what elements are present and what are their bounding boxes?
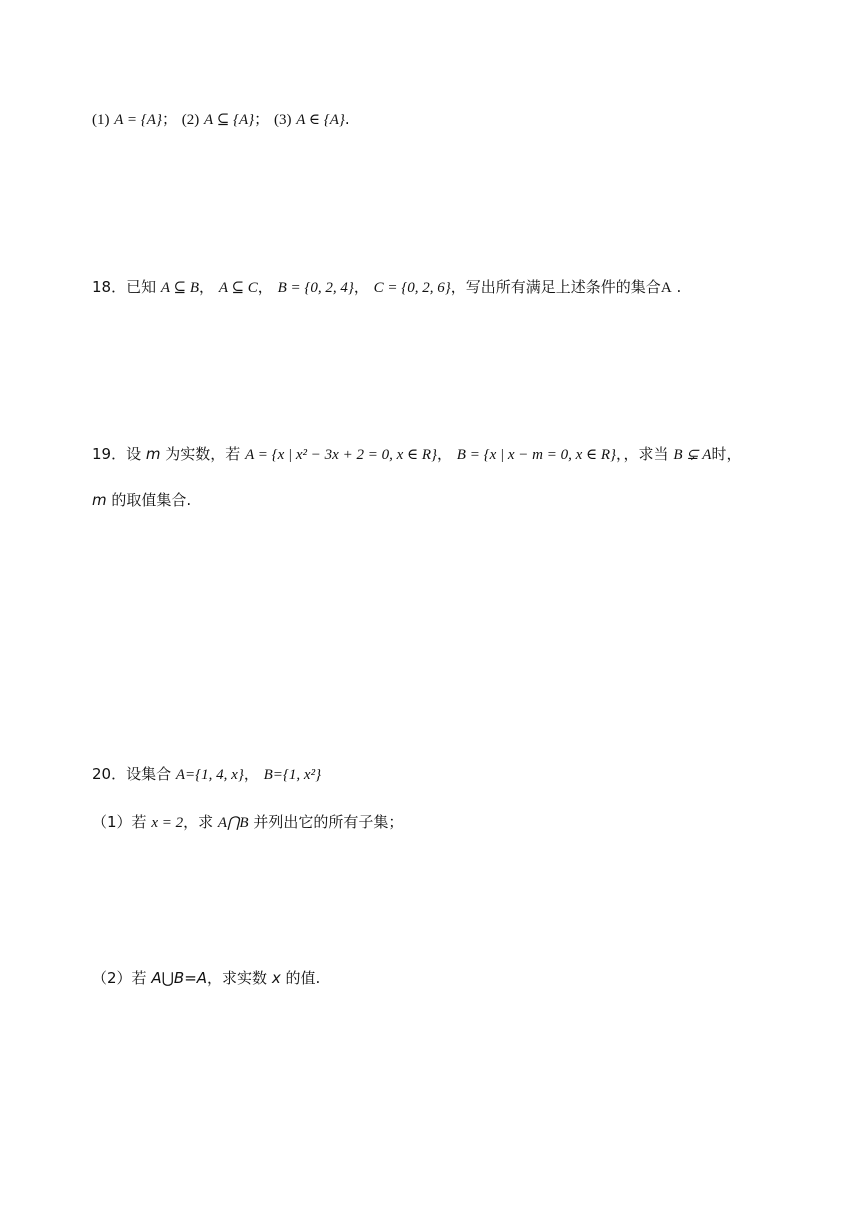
part-text: 并列出它的所有子集； (253, 813, 404, 831)
question-text: 设集合 (126, 765, 172, 783)
question-text: 设 (126, 445, 142, 463)
union-expression: A⋃B=A (151, 969, 208, 987)
part-label: （1） (92, 813, 132, 831)
part-text: 若 (131, 969, 147, 987)
question-20-part-1 (92, 811, 403, 834)
set-b-definition: B = {0, 2, 4} (277, 280, 354, 296)
question-text: ，写出所有满足上述条件的集合 (450, 278, 661, 296)
comma: ， (257, 278, 273, 296)
question-number: 20． (92, 765, 127, 783)
intersection-expression: A⋂B (217, 815, 249, 831)
intro-item-3-expression: A ∈ {A} (296, 112, 345, 128)
condition-x-equals-2: x = 2 (151, 815, 184, 831)
intro-end: . (344, 110, 350, 128)
variable-m: m (145, 445, 161, 463)
set-a-definition: A = {x | x² − 3x + 2 = 0, x ∈ R} (245, 447, 437, 463)
part-text: 的值. (285, 969, 321, 987)
variable-x: x (271, 969, 281, 987)
intro-item-2-expression: A ⊆ {A} (204, 112, 255, 128)
set-a-definition: A={1, 4, x} (175, 767, 244, 783)
question-text: 为实数，若 (165, 445, 241, 463)
set-b-definition: B = {x | x − m = 0, x ∈ R} (456, 447, 617, 463)
question-end: . (676, 278, 682, 296)
part-text: 若 (131, 813, 147, 831)
intro-item-1-expression: A = {A} (114, 112, 162, 128)
intro-item-2-number: (2) (181, 112, 200, 128)
comma: ， (199, 278, 215, 296)
part-text: ，求实数 (207, 969, 268, 987)
part-label: （2） (92, 969, 132, 987)
question-text: 已知 (126, 278, 157, 296)
set-name: A (660, 280, 672, 296)
intro-item-1-number: (1) (92, 112, 110, 128)
question-19 (92, 443, 741, 466)
proper-subset-relation: B ⊊ A (673, 447, 712, 463)
condition-a-subset-c: A ⊆ C (218, 280, 258, 296)
question-18 (92, 276, 681, 299)
question-text: ，，求当 (616, 445, 669, 463)
intro-separator: ； (161, 110, 177, 128)
intro-separator: ； (254, 110, 270, 128)
question-19-line-2 (92, 489, 191, 511)
intro-item-3-number: (3) (273, 112, 292, 128)
part-text: ，求 (183, 813, 214, 831)
set-b-definition: B={1, x²} (263, 767, 322, 783)
comma: ， (353, 278, 369, 296)
question-20 (92, 763, 321, 786)
question-text: 的取值集合. (111, 491, 192, 509)
variable-m: m (92, 491, 107, 509)
intro-line (92, 108, 350, 131)
separator: ， (437, 445, 453, 463)
question-20-part-2 (92, 967, 320, 989)
question-number: 18． (92, 278, 127, 296)
separator: ， (243, 765, 259, 783)
condition-a-subset-b: A ⊆ B (160, 280, 200, 296)
question-number: 19． (92, 445, 127, 463)
question-text: 时， (711, 445, 742, 463)
set-c-definition: C = {0, 2, 6} (373, 280, 451, 296)
